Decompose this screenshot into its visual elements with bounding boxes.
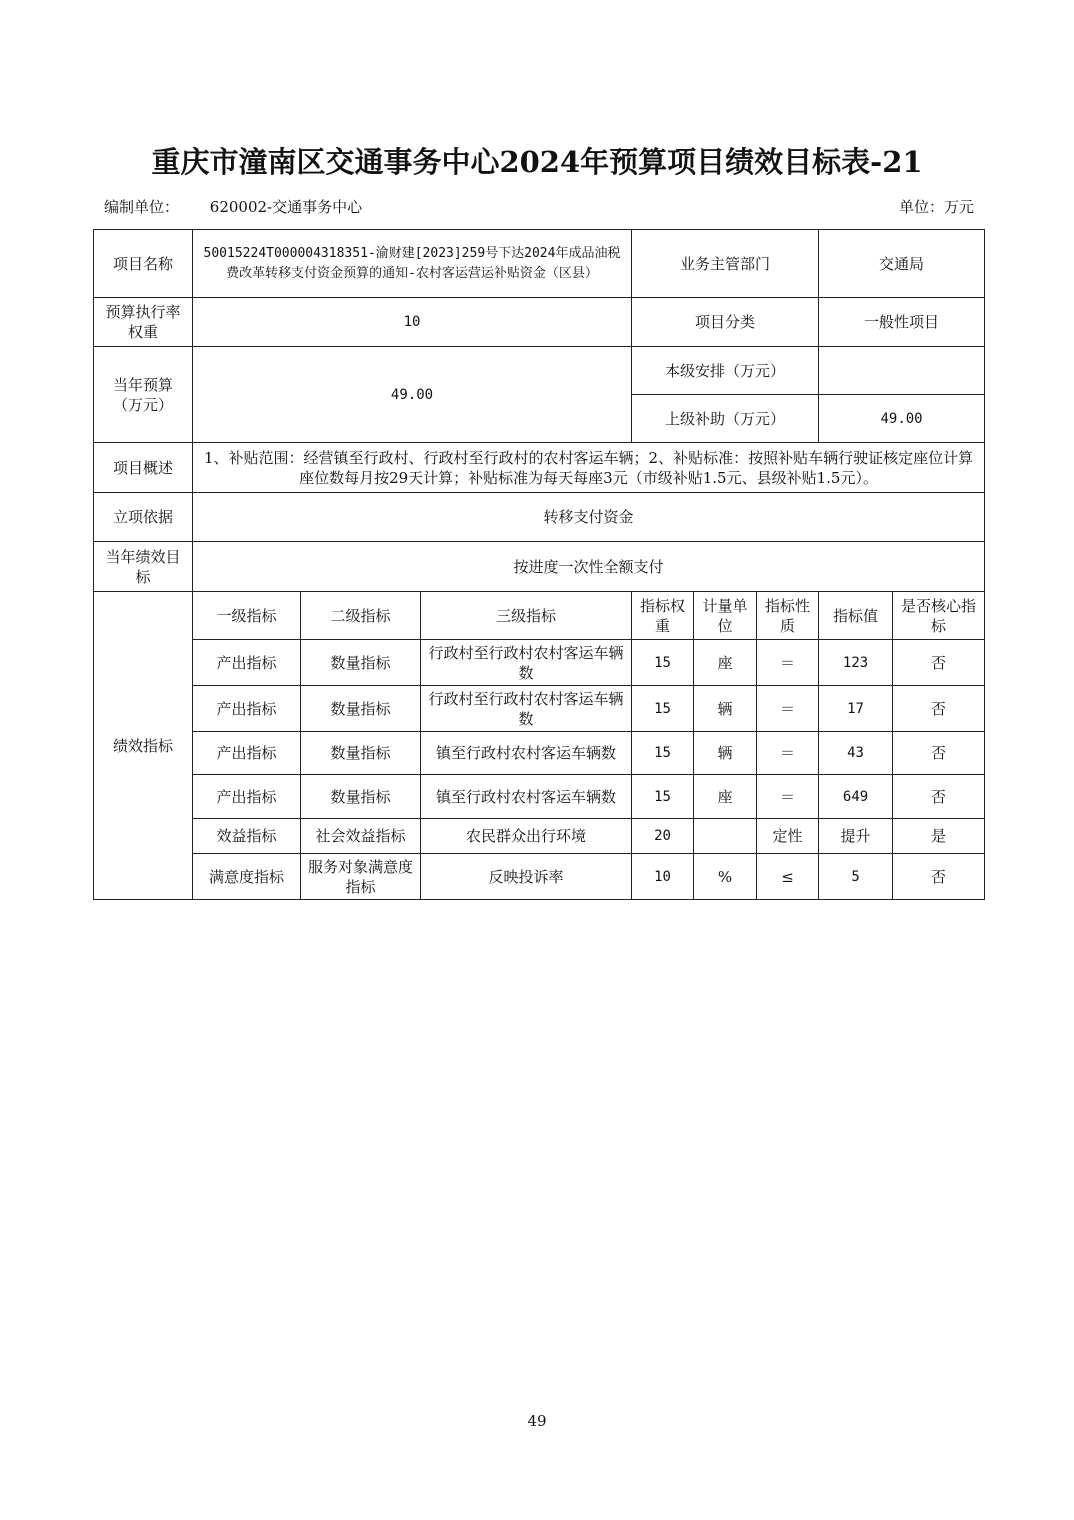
unit-cell: 辆 xyxy=(694,686,757,732)
level1-cell: 满意度指标 xyxy=(193,854,301,900)
unit-cell xyxy=(694,819,757,854)
weight-cell: 15 xyxy=(632,732,694,775)
project-name-value: 50015224T000004318351-渝财建[2023]259号下达2024年成品油税费改革转移支付资金预算的通知-农村客运营运补贴资金（区县） xyxy=(193,230,632,298)
goal-value: 按进度一次性全额支付 xyxy=(193,542,985,592)
page-title: 重庆市潼南区交通事务中心2024年预算项目绩效目标表-21 xyxy=(151,145,923,179)
table-row xyxy=(94,819,985,854)
header-weight: 指标权重 xyxy=(632,592,694,640)
basis-value: 转移支付资金 xyxy=(193,493,985,542)
value-cell: 649 xyxy=(819,775,893,819)
project-name-label: 项目名称 xyxy=(94,230,193,298)
overview-label: 项目概述 xyxy=(94,443,193,493)
level2-cell: 数量指标 xyxy=(301,686,421,732)
level1-cell: 产出指标 xyxy=(193,640,301,686)
nature-cell: ≤ xyxy=(757,854,819,900)
category-label: 项目分类 xyxy=(632,298,819,347)
weight-cell: 10 xyxy=(632,854,694,900)
value-cell: 5 xyxy=(819,854,893,900)
overview-value: 1、补贴范围：经营镇至行政村、行政村至行政村的农村客运车辆；2、补贴标准：按照补贴车辆行驶证核定座位计算座位数每月按29天计算；补贴标准为每天每座3元（市级补贴1.5元、县级补贴1.5元）。 xyxy=(193,443,985,493)
table-row xyxy=(94,854,985,900)
performance-table xyxy=(93,229,985,900)
category-value: 一般性项目 xyxy=(819,298,985,347)
basis-label: 立项依据 xyxy=(94,493,193,542)
level2-cell: 数量指标 xyxy=(301,775,421,819)
core-cell: 否 xyxy=(893,686,985,732)
weight-cell: 20 xyxy=(632,819,694,854)
nature-cell: ＝ xyxy=(757,732,819,775)
page-number: 49 xyxy=(527,1412,547,1430)
table-row xyxy=(94,732,985,775)
goal-label: 当年绩效目标 xyxy=(94,542,193,592)
indicators-label: 绩效指标 xyxy=(94,592,193,900)
value-cell: 123 xyxy=(819,640,893,686)
header-unit: 计量单位 xyxy=(694,592,757,640)
unit-cell: 辆 xyxy=(694,732,757,775)
value-cell: 17 xyxy=(819,686,893,732)
level1-cell: 效益指标 xyxy=(193,819,301,854)
table-row xyxy=(94,640,985,686)
level3-cell: 镇至行政村农村客运车辆数 xyxy=(421,732,632,775)
budget-label: 当年预算（万元） xyxy=(94,347,193,443)
header-level3: 三级指标 xyxy=(421,592,632,640)
level3-cell: 行政村至行政村农村客运车辆数 xyxy=(421,640,632,686)
nature-cell: ＝ xyxy=(757,686,819,732)
local-value xyxy=(819,347,985,395)
weight-cell: 15 xyxy=(632,775,694,819)
header-level1: 一级指标 xyxy=(193,592,301,640)
weight-value: 10 xyxy=(193,298,632,347)
header-level2: 二级指标 xyxy=(301,592,421,640)
org-value: 620002-交通事务中心 xyxy=(209,198,363,216)
core-cell: 否 xyxy=(893,640,985,686)
level1-cell: 产出指标 xyxy=(193,732,301,775)
header-nature: 指标性质 xyxy=(757,592,819,640)
upper-label: 上级补助（万元） xyxy=(632,395,819,443)
core-cell: 是 xyxy=(893,819,985,854)
dept-value: 交通局 xyxy=(819,230,985,298)
upper-value: 49.00 xyxy=(819,395,985,443)
level3-cell: 农民群众出行环境 xyxy=(421,819,632,854)
weight-cell: 15 xyxy=(632,640,694,686)
weight-label: 预算执行率权重 xyxy=(94,298,193,347)
unit-label: 单位：万元 xyxy=(898,198,974,216)
level2-cell: 数量指标 xyxy=(301,640,421,686)
core-cell: 否 xyxy=(893,854,985,900)
org-info xyxy=(104,196,362,217)
value-cell: 提升 xyxy=(819,819,893,854)
dept-label: 业务主管部门 xyxy=(632,230,819,298)
budget-value: 49.00 xyxy=(193,347,632,443)
core-cell: 否 xyxy=(893,732,985,775)
level3-cell: 反映投诉率 xyxy=(421,854,632,900)
org-label: 编制单位： xyxy=(104,198,180,216)
local-label: 本级安排（万元） xyxy=(632,347,819,395)
level1-cell: 产出指标 xyxy=(193,686,301,732)
header-value: 指标值 xyxy=(819,592,893,640)
core-cell: 否 xyxy=(893,775,985,819)
nature-cell: ＝ xyxy=(757,640,819,686)
header-core: 是否核心指标 xyxy=(893,592,985,640)
nature-cell: 定性 xyxy=(757,819,819,854)
unit-cell: 座 xyxy=(694,640,757,686)
unit-cell: 座 xyxy=(694,775,757,819)
nature-cell: ＝ xyxy=(757,775,819,819)
level3-cell: 行政村至行政村农村客运车辆数 xyxy=(421,686,632,732)
level2-cell: 社会效益指标 xyxy=(301,819,421,854)
table-row xyxy=(94,775,985,819)
level1-cell: 产出指标 xyxy=(193,775,301,819)
value-cell: 43 xyxy=(819,732,893,775)
level2-cell: 服务对象满意度指标 xyxy=(301,854,421,900)
weight-cell: 15 xyxy=(632,686,694,732)
unit-cell: % xyxy=(694,854,757,900)
level3-cell: 镇至行政村农村客运车辆数 xyxy=(421,775,632,819)
level2-cell: 数量指标 xyxy=(301,732,421,775)
table-row xyxy=(94,686,985,732)
